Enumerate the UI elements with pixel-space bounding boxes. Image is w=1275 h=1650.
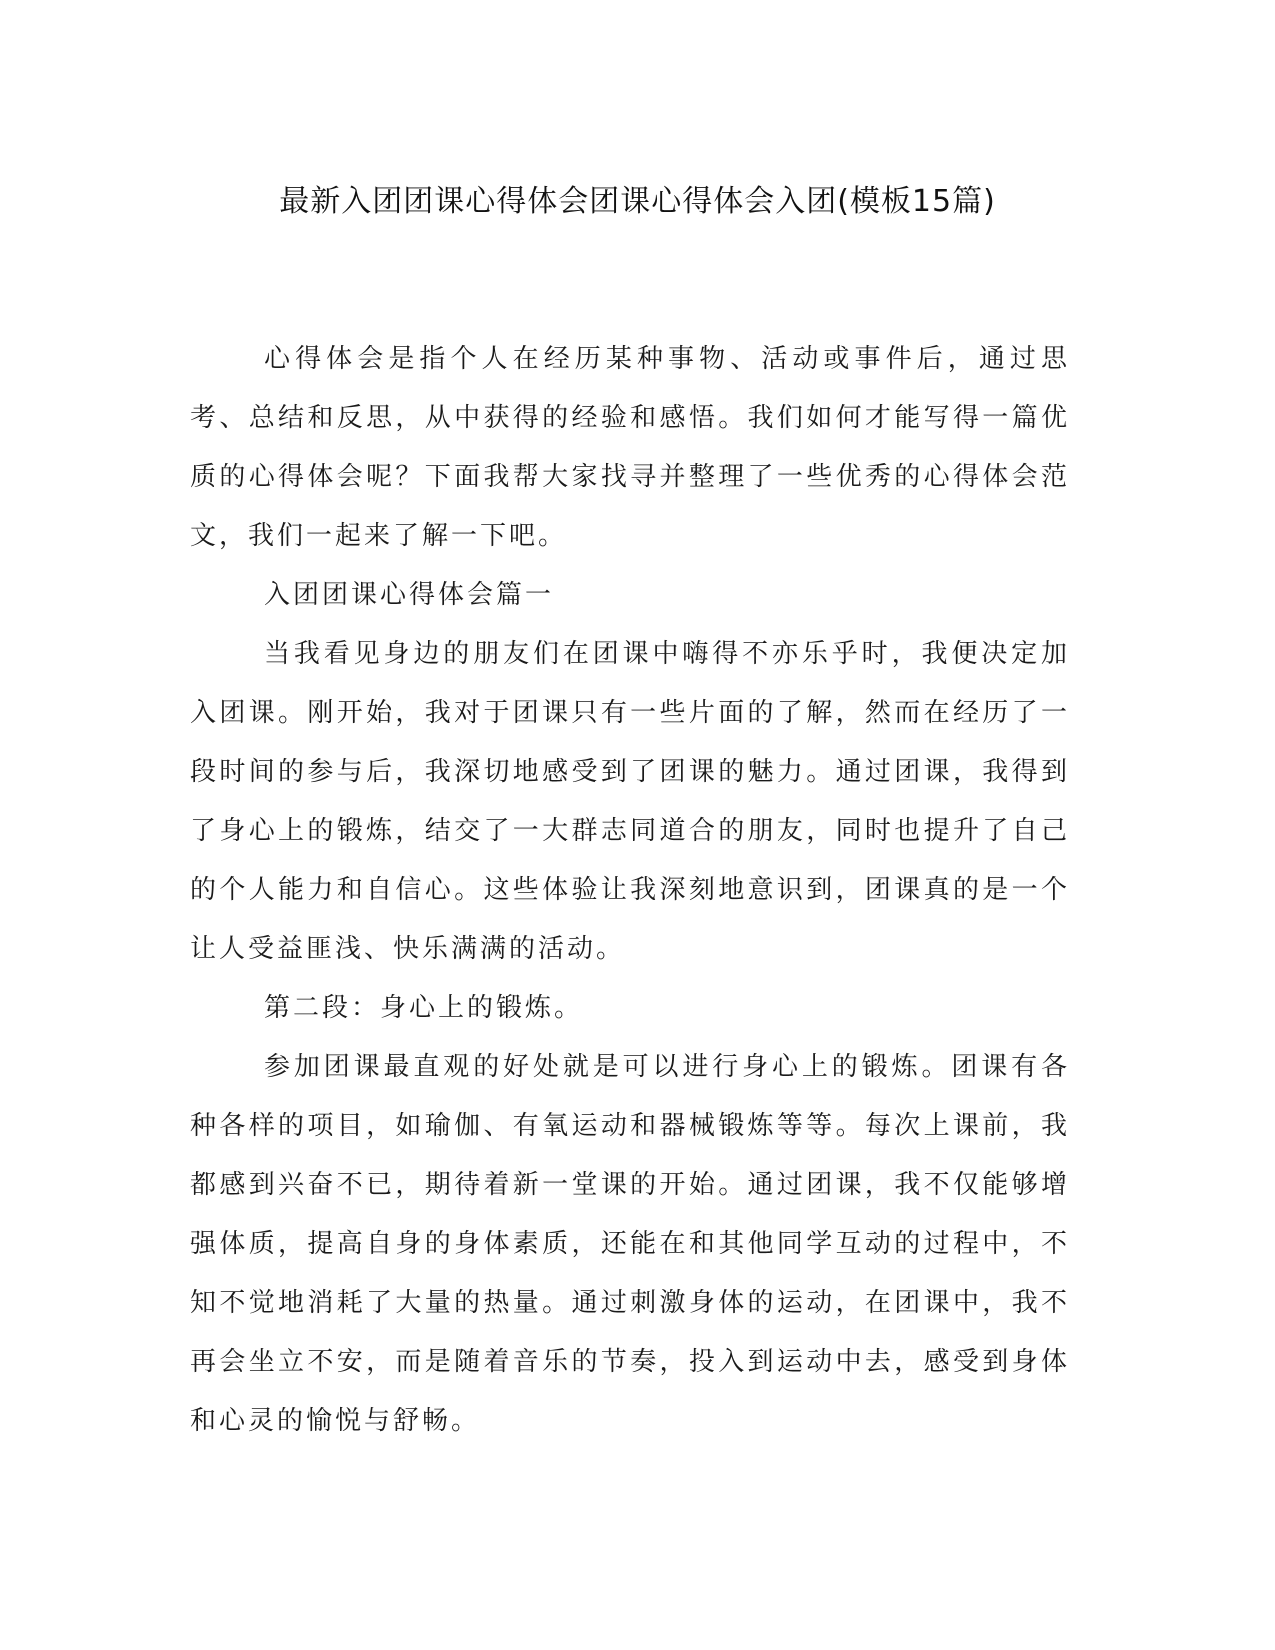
section-heading-paragraph-two: 第二段：身心上的锻炼。 bbox=[264, 993, 584, 1023]
section-heading-part-one: 入团团课心得体会篇一 bbox=[264, 580, 555, 610]
document-title: 最新入团团课心得体会团课心得体会入团(模板15篇) bbox=[279, 184, 996, 219]
intro-paragraph: 心得体会是指个人在经历某种事物、活动或事件后，通过思考、总结和反思，从中获得的经验和感悟。我们如何才能写得一篇优质的心得体会呢？下面我帮大家找寻并整理了一些优秀的心得体会范文，我们一起来了解一下吧。 bbox=[190, 344, 1070, 551]
body-paragraph: 参加团课最直观的好处就是可以进行身心上的锻炼。团课有各种各样的项目，如瑜伽、有氧运动和器械锻炼等等。每次上课前，我都感到兴奋不已，期待着新一堂课的开始。通过团课，我不仅能够增强体质，提高自身的身体素质，还能在和其他同学互动的过程中，不知不觉地消耗了大量的热量。通过刺激身体的运动，在团课中，我不再会坐立不安，而是随着音乐的节奏，投入到运动中去，感受到身体和心灵的愉悦与舒畅。 bbox=[190, 1052, 1070, 1436]
body-paragraph: 当我看见身边的朋友们在团课中嗨得不亦乐乎时，我便决定加入团课。刚开始，我对于团课只有一些片面的了解，然而在经历了一段时间的参与后，我深切地感受到了团课的魅力。通过团课，我得到了身心上的锻炼，结交了一大群志同道合的朋友，同时也提升了自己的个人能力和自信心。这些体验让我深刻地意识到，团课真的是一个让人受益匪浅、快乐满满的活动。 bbox=[190, 639, 1070, 964]
document-body bbox=[190, 330, 1070, 1451]
